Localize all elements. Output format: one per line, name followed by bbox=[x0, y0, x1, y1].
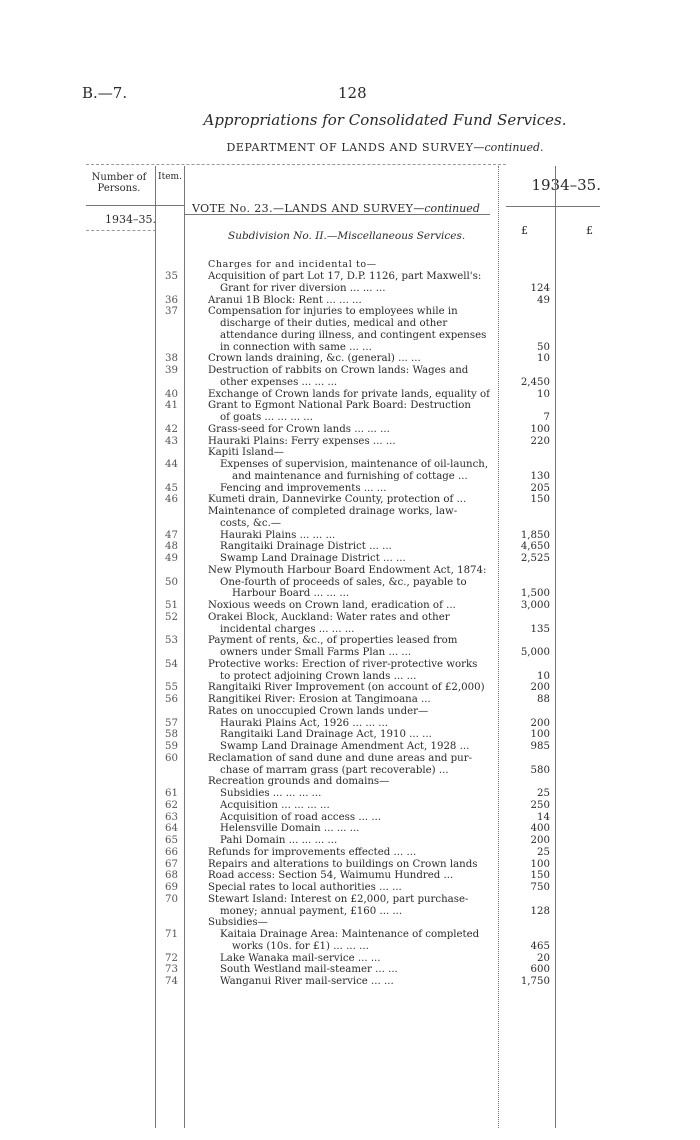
item-amount: 750 bbox=[530, 882, 550, 893]
table-row bbox=[0, 342, 700, 354]
item-amount: 130 bbox=[530, 470, 550, 482]
item-description: Acquisition of road access ... ... bbox=[220, 811, 382, 823]
table-row bbox=[0, 553, 700, 565]
item-description: and maintenance and furnishing of cottage ... bbox=[232, 470, 468, 482]
item-description: Grant for river diversion ... ... ... bbox=[220, 282, 386, 294]
table-row bbox=[0, 295, 700, 307]
table-row bbox=[0, 800, 700, 812]
item-amount: 150 bbox=[530, 494, 550, 506]
table-row bbox=[0, 600, 700, 612]
item-description: Rates on unoccupied Crown lands under— bbox=[208, 705, 429, 717]
item-description: Rangitaiki Drainage District ... ... bbox=[220, 541, 392, 553]
item-description: chase of marram grass (part recoverable) ... bbox=[220, 764, 449, 776]
item-amount: 135 bbox=[530, 623, 550, 635]
item-number: 64 bbox=[165, 823, 178, 835]
pound-sign-2: £ bbox=[586, 224, 593, 237]
table-row bbox=[0, 389, 700, 401]
item-description: Road access: Section 54, Waimumu Hundred ... bbox=[208, 870, 454, 882]
table-row bbox=[0, 635, 700, 647]
item-number: 51 bbox=[165, 600, 178, 611]
item-description: Noxious weeds on Crown land, eradication of ... bbox=[208, 600, 456, 611]
item-description: Kumeti drain, Dannevirke County, protection of ... bbox=[208, 494, 467, 506]
item-description: Exchange of Crown lands for private lands, equality of bbox=[208, 388, 490, 400]
item-description: Stewart Island: Interest on £2,000, part purchase- bbox=[208, 893, 469, 905]
item-number: 66 bbox=[165, 846, 178, 858]
table-row bbox=[0, 271, 700, 283]
item-number: 61 bbox=[165, 788, 178, 799]
item-description: Aranui 1B Block: Rent ... ... ... bbox=[208, 294, 362, 306]
item-number: 36 bbox=[165, 294, 178, 306]
item-description: Subsidies— bbox=[208, 917, 268, 929]
table-row bbox=[0, 823, 700, 835]
item-amount: 580 bbox=[530, 764, 550, 776]
item-amount: 985 bbox=[530, 741, 550, 752]
item-description: Rangitikei River: Erosion at Tangimoana ... bbox=[208, 694, 431, 705]
item-number: 45 bbox=[165, 482, 178, 494]
item-description: One-fourth of proceeds of sales, &c., payable to bbox=[220, 576, 467, 588]
charges-heading: Charges for and incidental to— bbox=[208, 259, 377, 270]
item-description: Wanganui River mail-service ... ... bbox=[220, 976, 394, 987]
table-row bbox=[0, 917, 700, 929]
item-description: Destruction of rabbits on Crown lands: Wages and bbox=[208, 365, 469, 376]
item-amount: 400 bbox=[530, 823, 550, 835]
item-description: Payment of rents, &c., of properties leased from bbox=[208, 635, 458, 647]
item-description: Kaitaia Drainage Area: Maintenance of completed bbox=[220, 929, 480, 940]
year-rule bbox=[86, 230, 156, 231]
item-amount: 3,000 bbox=[520, 600, 550, 611]
item-description: Expenses of supervision, maintenance of oil-launch, bbox=[220, 459, 489, 470]
item-amount: 1,850 bbox=[520, 529, 550, 541]
item-number: 58 bbox=[165, 729, 178, 741]
item-description: Acquisition of part Lot 17, D.P. 1126, part Maxwell's: bbox=[208, 271, 482, 282]
item-description: Helensville Domain ... ... ... bbox=[220, 823, 360, 835]
item-description: owners under Small Farms Plan ... ... bbox=[220, 647, 412, 658]
item-description: to protect adjoining Crown lands ... ... bbox=[220, 670, 417, 682]
pound-sign-1: £ bbox=[521, 224, 528, 237]
department-name: DEPARTMENT OF LANDS AND SURVEY bbox=[226, 141, 474, 154]
item-amount: 100 bbox=[530, 858, 550, 870]
item-number: 47 bbox=[165, 529, 178, 541]
item-amount: 100 bbox=[530, 423, 550, 435]
item-description: Orakei Block, Auckland: Water rates and other bbox=[208, 611, 450, 623]
table-row bbox=[0, 753, 700, 765]
item-amount: 10 bbox=[537, 670, 550, 682]
item-number: 49 bbox=[165, 553, 178, 564]
item-amount: 600 bbox=[530, 964, 550, 976]
item-description: Rangitaiki Land Drainage Act, 1910 ... ... bbox=[220, 729, 432, 741]
item-description: Maintenance of completed drainage works, law- bbox=[208, 506, 458, 517]
item-description: Rangitaiki River Improvement (on account of £2,000) bbox=[208, 682, 485, 694]
item-number: 67 bbox=[165, 858, 178, 870]
item-description: attendance during illness, and contingent expenses bbox=[220, 329, 487, 341]
item-number: 53 bbox=[165, 635, 178, 647]
vote-continued: —continued bbox=[413, 202, 480, 215]
item-description: Harbour Board ... ... ... bbox=[232, 588, 350, 600]
table-row bbox=[0, 659, 700, 671]
table-row bbox=[0, 812, 700, 824]
item-number: 71 bbox=[165, 929, 178, 940]
item-amount: 465 bbox=[530, 940, 550, 952]
table-row bbox=[0, 671, 700, 683]
item-description: Special rates to local authorities ... ... bbox=[208, 882, 402, 893]
table-row bbox=[0, 365, 700, 377]
item-description: Reclamation of sand dune and dune areas and pur- bbox=[208, 752, 473, 764]
table-row bbox=[0, 283, 700, 295]
item-number: 46 bbox=[165, 494, 178, 506]
item-number: 44 bbox=[165, 459, 178, 470]
table-row bbox=[0, 612, 700, 624]
table-row bbox=[0, 964, 700, 976]
item-description: costs, &c.— bbox=[220, 517, 282, 529]
table-row bbox=[0, 835, 700, 847]
table-row bbox=[0, 436, 700, 448]
page-number: 128 bbox=[338, 84, 367, 102]
table-row bbox=[0, 424, 700, 436]
item-description: Pahi Domain ... ... ... ... bbox=[220, 835, 338, 846]
item-number: 48 bbox=[165, 541, 178, 553]
item-amount: 5,000 bbox=[520, 647, 550, 658]
item-number: 65 bbox=[165, 835, 178, 846]
item-number: 52 bbox=[165, 611, 178, 623]
item-description: money; annual payment, £160 ... ... bbox=[220, 905, 403, 917]
table-row bbox=[0, 882, 700, 894]
item-description: Recreation grounds and domains— bbox=[208, 776, 390, 788]
table-row bbox=[0, 718, 700, 730]
table-row bbox=[0, 729, 700, 741]
item-amount: 100 bbox=[530, 729, 550, 741]
item-number: 43 bbox=[165, 435, 178, 447]
table-row bbox=[0, 765, 700, 777]
page-title: Appropriations for Consolidated Fund Services. bbox=[203, 111, 567, 129]
item-amount: 10 bbox=[537, 353, 550, 365]
table-row bbox=[0, 400, 700, 412]
item-description: Acquisition ... ... ... ... bbox=[220, 799, 330, 811]
item-amount: 4,650 bbox=[520, 541, 550, 553]
item-description: Repairs and alterations to buildings on Crown lands bbox=[208, 858, 478, 870]
table-row bbox=[0, 518, 700, 530]
item-amount: 25 bbox=[537, 788, 550, 799]
item-description: Subsidies ... ... ... ... bbox=[220, 788, 322, 799]
table-row bbox=[0, 706, 700, 718]
item-number: 41 bbox=[165, 400, 178, 412]
table-row bbox=[0, 541, 700, 553]
item-description: Fencing and improvements ... ... bbox=[220, 482, 387, 494]
item-number: 56 bbox=[165, 694, 178, 705]
item-amount: 200 bbox=[530, 717, 550, 729]
department-continued: —continued. bbox=[473, 141, 544, 154]
item-number: 54 bbox=[165, 658, 178, 670]
item-description: Grant to Egmont National Park Board: Destruction bbox=[208, 400, 471, 412]
table-row bbox=[0, 353, 700, 365]
table-row bbox=[0, 953, 700, 965]
item-description: Compensation for injuries to employees while in bbox=[208, 306, 458, 318]
item-number: 57 bbox=[165, 717, 178, 729]
item-description: Hauraki Plains: Ferry expenses ... ... bbox=[208, 435, 396, 447]
department-heading bbox=[0, 141, 700, 154]
item-description: Swamp Land Drainage District ... ... bbox=[220, 553, 406, 564]
item-description: Swamp Land Drainage Amendment Act, 1928 ... bbox=[220, 741, 470, 752]
item-amount: 50 bbox=[537, 341, 550, 353]
item-number: 73 bbox=[165, 964, 178, 976]
subdivision-heading: Subdivision No. II.—Miscellaneous Services. bbox=[228, 230, 466, 242]
table-row bbox=[0, 471, 700, 483]
table-row bbox=[0, 318, 700, 330]
table-row bbox=[0, 412, 700, 424]
table-row bbox=[0, 577, 700, 589]
item-amount: 2,450 bbox=[520, 376, 550, 388]
item-amount: 128 bbox=[530, 905, 550, 917]
item-description: Crown lands draining, &c. (general) ... ... bbox=[208, 353, 421, 365]
table-row bbox=[0, 624, 700, 636]
item-number: 70 bbox=[165, 893, 178, 905]
table-row bbox=[0, 906, 700, 918]
year-right-header: 1934–35. bbox=[531, 176, 601, 194]
item-amount: 1,750 bbox=[520, 976, 550, 987]
item-amount: 150 bbox=[530, 870, 550, 882]
item-number: 42 bbox=[165, 423, 178, 435]
table-row bbox=[0, 459, 700, 471]
item-number: 38 bbox=[165, 353, 178, 365]
table-row bbox=[0, 565, 700, 577]
item-amount: 88 bbox=[537, 694, 550, 705]
header-rule-left bbox=[86, 205, 184, 206]
table-row bbox=[0, 788, 700, 800]
item-description: of goats ... ... ... ... bbox=[220, 412, 314, 423]
table-row bbox=[0, 859, 700, 871]
header-rule-right bbox=[506, 206, 600, 207]
item-description: South Westland mail-steamer ... ... bbox=[220, 964, 398, 976]
table-row bbox=[0, 870, 700, 882]
item-number: 60 bbox=[165, 752, 178, 764]
table-row bbox=[0, 776, 700, 788]
table-row bbox=[0, 976, 700, 988]
item-amount: 250 bbox=[530, 799, 550, 811]
item-description: Refunds for improvements effected ... ... bbox=[208, 846, 417, 858]
item-amount: 220 bbox=[530, 435, 550, 447]
table-row bbox=[0, 494, 700, 506]
number-of-persons-header: Number of Persons. bbox=[91, 172, 147, 194]
item-number: 40 bbox=[165, 388, 178, 400]
table-row bbox=[0, 377, 700, 389]
item-description: in connection with same ... ... bbox=[220, 341, 372, 353]
table-row bbox=[0, 588, 700, 600]
item-number: 62 bbox=[165, 799, 178, 811]
item-number: 55 bbox=[165, 682, 178, 694]
item-amount: 7 bbox=[543, 412, 550, 423]
item-amount: 1,500 bbox=[520, 588, 550, 600]
table-row bbox=[0, 306, 700, 318]
item-description: discharge of their duties, medical and other bbox=[220, 318, 448, 329]
item-number: 72 bbox=[165, 952, 178, 964]
item-description: works (10s. for £1) ... ... ... bbox=[232, 940, 369, 952]
table-row bbox=[0, 682, 700, 694]
table-row bbox=[0, 330, 700, 342]
item-description: incidental charges ... ... ... bbox=[220, 623, 355, 635]
item-amount: 20 bbox=[537, 952, 550, 964]
table-row bbox=[0, 447, 700, 459]
appropriation-table bbox=[0, 271, 700, 988]
table-row bbox=[0, 741, 700, 753]
table-row bbox=[0, 483, 700, 495]
item-number: 35 bbox=[165, 271, 178, 282]
top-rule bbox=[86, 164, 506, 165]
item-description: Hauraki Plains ... ... ... bbox=[220, 529, 336, 541]
item-amount: 200 bbox=[530, 835, 550, 846]
item-number: 50 bbox=[165, 576, 178, 588]
vote-title: VOTE No. 23.—LANDS AND SURVEY bbox=[192, 202, 414, 215]
item-header: Item. bbox=[158, 172, 182, 182]
table-row bbox=[0, 894, 700, 906]
item-amount: 124 bbox=[530, 282, 550, 294]
item-amount: 200 bbox=[530, 682, 550, 694]
document-reference: B.—7. bbox=[82, 84, 128, 102]
item-amount: 205 bbox=[530, 482, 550, 494]
item-description: Grass-seed for Crown lands ... ... ... bbox=[208, 423, 390, 435]
table-row bbox=[0, 941, 700, 953]
item-number: 68 bbox=[165, 870, 178, 882]
item-number: 63 bbox=[165, 811, 178, 823]
table-row bbox=[0, 694, 700, 706]
table-row bbox=[0, 530, 700, 542]
item-number: 37 bbox=[165, 306, 178, 318]
item-amount: 2,525 bbox=[520, 553, 550, 564]
item-number: 59 bbox=[165, 741, 178, 752]
item-number: 74 bbox=[165, 976, 178, 987]
item-description: Kapiti Island— bbox=[208, 447, 284, 459]
item-description: other expenses ... ... ... bbox=[220, 376, 338, 388]
year-left-header: 1934–35. bbox=[105, 213, 156, 226]
item-description: New Plymouth Harbour Board Endowment Act, 1874: bbox=[208, 564, 487, 576]
table-row bbox=[0, 929, 700, 941]
item-amount: 25 bbox=[537, 846, 550, 858]
item-amount: 49 bbox=[537, 294, 550, 306]
item-number: 39 bbox=[165, 365, 178, 376]
item-amount: 10 bbox=[537, 388, 550, 400]
item-number: 69 bbox=[165, 882, 178, 893]
item-description: Protective works: Erection of river-protective works bbox=[208, 658, 478, 670]
table-row bbox=[0, 506, 700, 518]
vote-rule bbox=[184, 214, 490, 215]
item-description: Hauraki Plains Act, 1926 ... ... ... bbox=[220, 717, 389, 729]
item-description: Lake Wanaka mail-service ... ... bbox=[220, 952, 381, 964]
table-row bbox=[0, 847, 700, 859]
item-amount: 14 bbox=[537, 811, 550, 823]
table-row bbox=[0, 647, 700, 659]
